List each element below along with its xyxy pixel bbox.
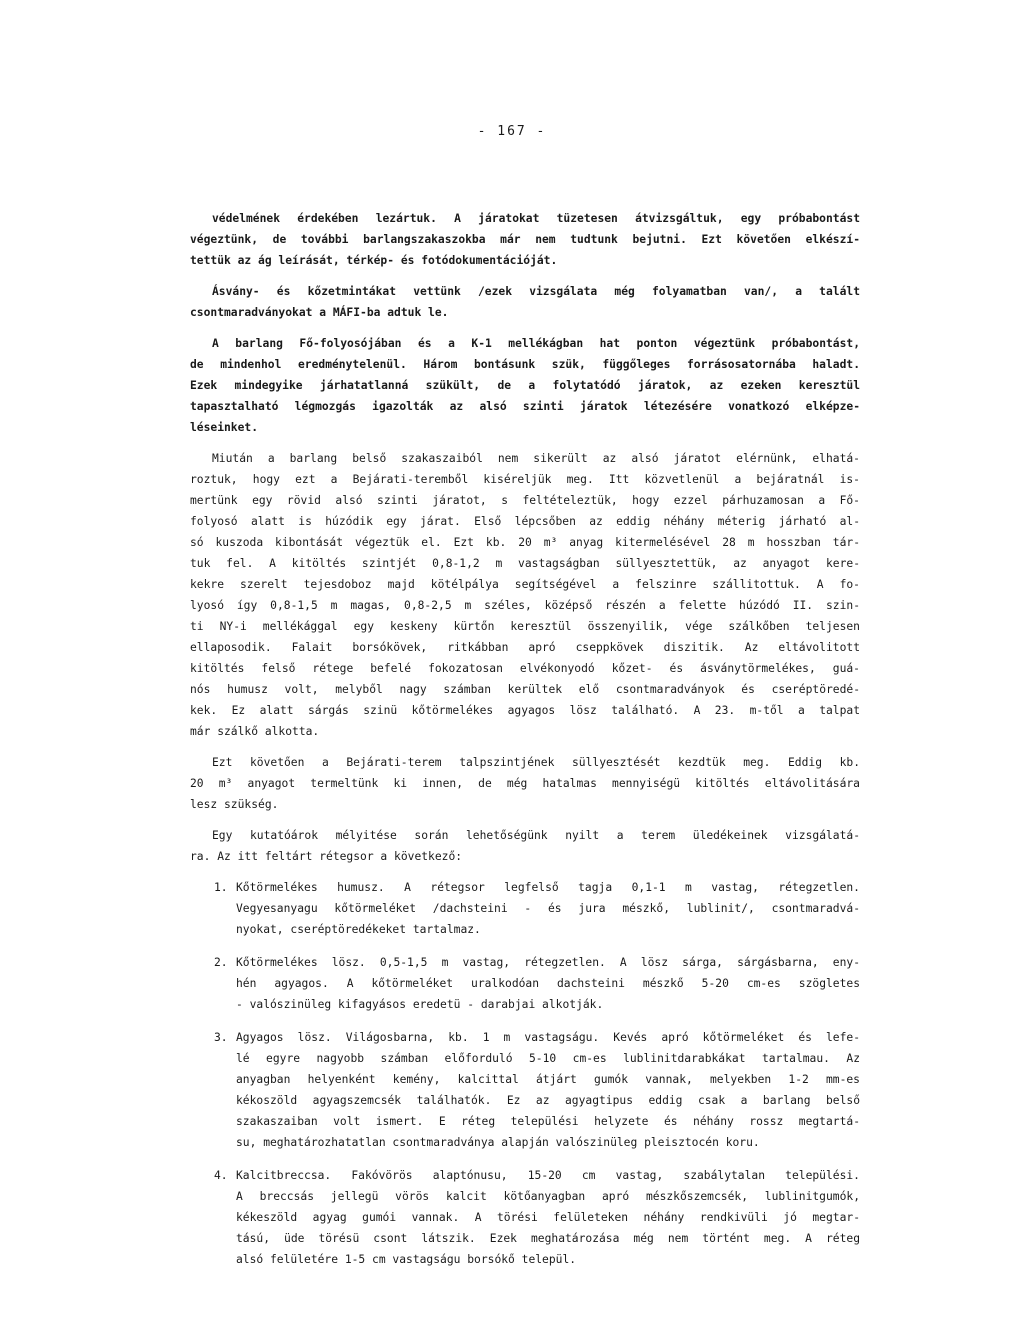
text-line: folyosó alatt is húzódik egy járat. Első lépcsőben az eddig néhány méterig járható al- [190, 515, 860, 528]
paragraph [190, 752, 860, 815]
list-item-line: - valószinüleg kifagyásos eredetü - darabjai alkotják. [236, 998, 604, 1011]
list-item-line: kékoszöld agyagszemcsék találhatók. Ez az agyagtipus eddig csak a barlang belső [236, 1094, 860, 1107]
text-line: már szálkő alkotta. [190, 725, 320, 738]
list-item-line: kékeszöld agyag gumói vannak. A törési felületeken néhány rendkivüli jó megtar- [236, 1211, 860, 1224]
list-item-number: 1. [214, 881, 228, 894]
text-line: léseinket. [190, 421, 259, 434]
text-line: kekre szerelt tejesdoboz majd kötélpálya segítségével a felszinre szállitottuk. A fo- [190, 578, 860, 591]
list-item-line: alsó felületére 1-5 cm vastagságu borsókő települ. [236, 1253, 577, 1266]
text-line: nós humusz volt, melyből nagy számban kerültek elő csontmaradványok és cseréptöredé- [190, 683, 860, 696]
list-item [190, 952, 860, 1015]
list-item-line: Vegyesanyagu kőtörmeléket /dachsteini - és jura mészkő, lublinit/, csontmaradvá- [236, 902, 860, 915]
text-line: Miután a barlang belső szakaszaiból nem sikerült az alsó járatot elérnünk, elhatá- [212, 452, 860, 465]
text-line: Ásvány- és kőzetmintákat vettünk /ezek vizsgálata még folyamatban van/, a talált [212, 285, 860, 298]
text-line: de mindenhol eredménytelenül. Három bontásunk szük, függőleges forrásosatornába haladt. [190, 358, 860, 371]
list-item-line: tású, üde törésü csont látszik. Ezek meghatározása még nem történt meg. A réteg [236, 1232, 860, 1245]
list-item-line: su, meghatározhatatlan csontmaradványa alapján valószinüleg pleisztocén koru. [236, 1136, 760, 1149]
text-line: kek. Ez alatt sárgás szinü kőtörmelékes agyagos lösz található. A 23. m-től a talpat [190, 704, 860, 717]
list-item [190, 1165, 860, 1270]
text-line: végeztünk, de további barlangszakaszokba már nem tudtunk bejutni. Ezt követően elkészí- [190, 233, 860, 246]
text-line: Ezt követően a Bejárati-terem talpszintjének süllyesztését kezdtük meg. Eddig kb. [212, 756, 860, 769]
list-item-line: szakaszaiban volt ismert. E réteg települési helyzete és néhány rossz megtartá- [236, 1115, 860, 1128]
text-line: Ezek mindegyike járhatatlanná szükült, de a folytatódó járatok, az ezeken keresztül [190, 379, 860, 392]
text-line: tuk fel. A kitöltés szintjét 0,8-1,2 m vastagságban süllyesztettük, az anyagot kere- [190, 557, 860, 570]
text-line: ti NY-i mellékággal egy keskeny kürtőn keresztül összenyilik, vége szálkőben teljesen [190, 620, 860, 633]
paragraph [190, 448, 860, 742]
text-line: só kuszoda kibontását végeztük el. Ezt kb. 20 m³ anyag kitermelésével 28 m hosszban tár- [190, 536, 860, 549]
text-line: tapasztalható légmozgás igazolták az alsó szinti járatok létezésére vonatkozó elképze- [190, 400, 860, 413]
list-item-line: anyagban helyenként kemény, kalcittal átjárt gumók vannak, melyekben 1-2 mm-es [236, 1073, 860, 1086]
text-line: roztuk, hogy ezt a Bejárati-teremből kiséreljük meg. Itt közvetlenül a bejáratnál is- [190, 473, 860, 486]
text-line: védelmének érdekében lezártuk. A járatokat tüzetesen átvizsgáltuk, egy próbabontást [212, 212, 860, 225]
list-item-line: hén agyagos. A kőtörmeléket uralkodóan dachsteini mészkő 5-20 cm-es szögletes [236, 977, 860, 990]
text-line: A barlang Fő-folyosójában és a K-1 mellékágban hat ponton végeztünk próbabontást, [212, 337, 860, 350]
body-text [190, 208, 860, 1282]
text-line: 20 m³ anyagot termeltünk ki innen, de még hatalmas mennyiségü kitöltés eltávolitására [190, 777, 860, 790]
text-line: ra. Az itt feltárt rétegsor a következő: [190, 850, 463, 863]
page-number: - 167 - [477, 124, 547, 139]
list-item-line: nyokat, cseréptöredékeket tartalmaz. [236, 923, 481, 936]
text-line: ellaposodik. Falait borsókövek, ritkábban apró cseppkövek diszitik. Az eltávolitott [190, 641, 860, 654]
paragraph [190, 208, 860, 271]
list-item-number: 2. [214, 956, 228, 969]
text-line: Egy kutatóárok mélyitése során lehetőségünk nyilt a terem üledékeinek vizsgálatá- [212, 829, 860, 842]
text-line: tettük az ág leírását, térkép- és fotódokumentációját. [190, 254, 558, 267]
text-line: lyosó így 0,8-1,5 m magas, 0,8-2,5 m széles, középső részén a felette húzódó II. szin- [190, 599, 860, 612]
list-item-line: A breccsás jellegü vörös kalcit kötőanyagban apró mészkőszemcsék, lublinitgumók, [236, 1190, 860, 1203]
text-line: kitöltés felső rétege befelé fokozatosan elvékonyodó kőzet- és ásványtörmelékes, guá- [190, 662, 860, 675]
list-item [190, 1027, 860, 1153]
stratigraphy-list [190, 877, 860, 1270]
text-line: csontmaradványokat a MÁFI-ba adtuk le. [190, 306, 449, 319]
list-item-line: lé egyre nagyobb számban előforduló 5-10 cm-es lublinitdarabkákat tartalmau. Az [236, 1052, 860, 1065]
list-item-line: Kőtörmelékes lösz. 0,5-1,5 m vastag, rétegzetlen. A lösz sárga, sárgásbarna, eny- [236, 956, 860, 969]
list-item [190, 877, 860, 940]
list-item-number: 3. [214, 1031, 228, 1044]
paragraph [190, 825, 860, 867]
list-item-line: Kalcitbreccsa. Fakóvörös alaptónusu, 15-20 cm vastag, szabálytalan települési. [236, 1169, 860, 1182]
paragraph [190, 281, 860, 323]
list-item-line: Kőtörmelékes humusz. A rétegsor legfelső tagja 0,1-1 m vastag, rétegzetlen. [236, 881, 860, 894]
list-item-line: Agyagos lösz. Világosbarna, kb. 1 m vastagságu. Kevés apró kőtörmeléket és lefe- [236, 1031, 860, 1044]
paragraph-list [190, 208, 860, 867]
list-item-number: 4. [214, 1169, 228, 1182]
paragraph [190, 333, 860, 438]
text-line: lesz szükség. [190, 798, 279, 811]
text-line: mertünk egy rövid alsó szinti járatot, s feltételeztük, hogy ezzel párhuzamosan a Fő- [190, 494, 860, 507]
